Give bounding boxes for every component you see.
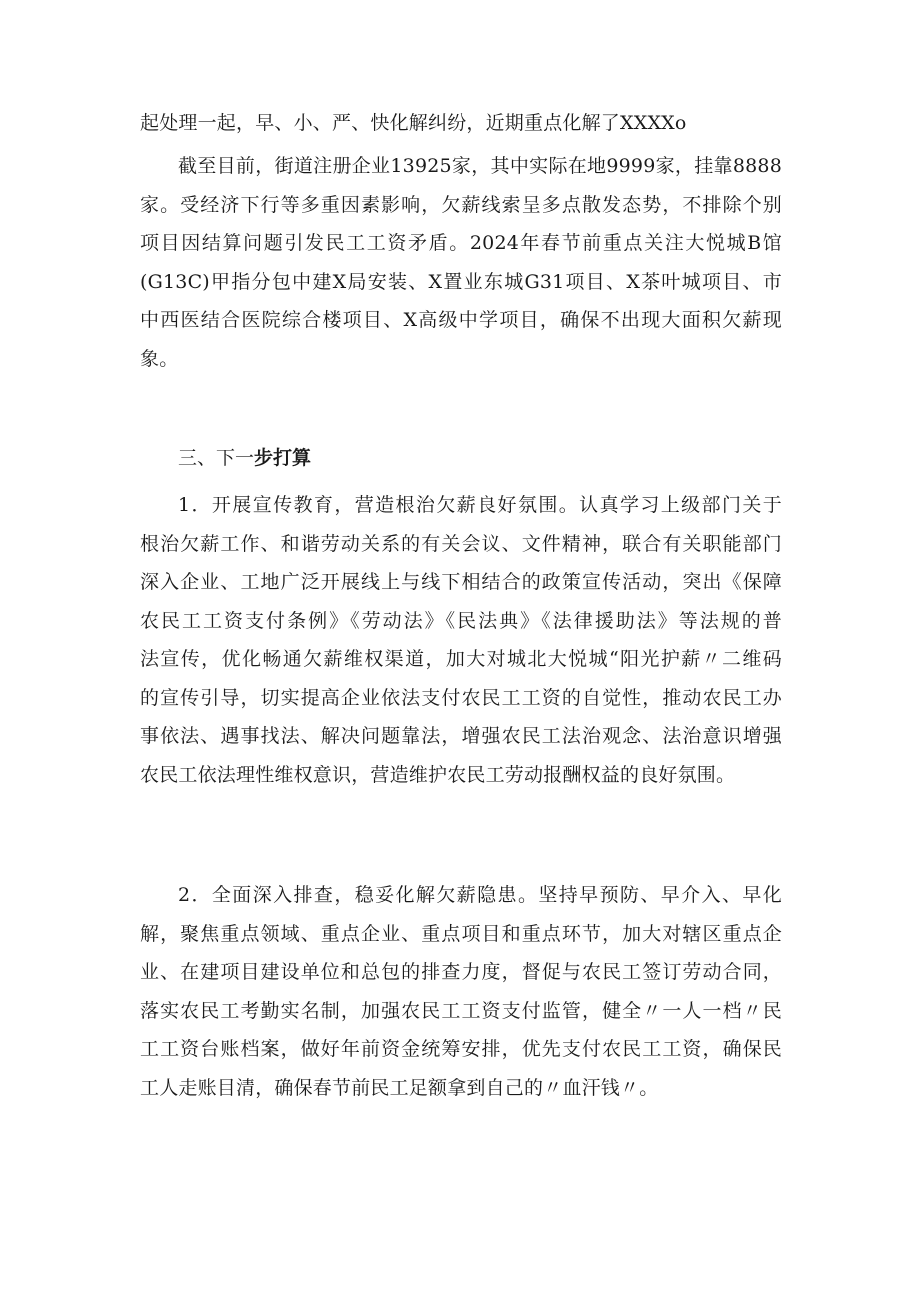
text-line: 根治欠薪工作、和谐劳动关系的有关会议、文件精神，联合有关职能部门: [140, 532, 782, 555]
text-line: 农民工依法理性维权意识，营造维护农民工劳动报酬权益的良好氛围。: [140, 763, 736, 786]
text-line: 农民工工资支付条例》《劳动法》《民法典》《法律援助法》等法规的普: [140, 609, 782, 632]
text-line: 2．全面深入排查，稳妥化解欠薪隐患。坚持早预防、早介入、早化: [178, 884, 782, 906]
paragraph-continuation: [140, 104, 782, 143]
paragraph-publicity: [140, 486, 782, 794]
text-line: 家。受经济下行等多重因素影响，欠薪线索呈多点散发态势，不排除个别: [140, 193, 782, 216]
text-line: 工人走账目清，确保春节前民工足额拿到自己的〃血汗钱〃。: [140, 1076, 659, 1099]
text-line: 1．开展宣传教育，营造根治欠薪良好氛围。认真学习上级部门关于: [178, 494, 782, 516]
text-line: 法宣传，优化畅通欠薪维权渠道，加大对城北大悦城“阳光护薪〃二维码: [140, 648, 782, 670]
text-line: 中西医结合医院综合楼项目、X高级中学项目，确保不出现大面积欠薪现: [140, 309, 782, 331]
paragraph-inspection: [140, 876, 782, 1107]
section-heading: [178, 439, 311, 478]
text-line: 解，聚焦重点领域、重点企业、重点项目和重点环节，加大对辖区重点企: [140, 922, 782, 945]
text-line: 起处理一起，早、小、严、快化解纠纷，近期重点化解了XXXXo: [140, 112, 687, 134]
heading-prefix: 三、下一: [178, 447, 255, 469]
heading-bold: 步打算: [254, 447, 312, 469]
text-line: 象。: [140, 347, 179, 370]
text-line: 的宣传引导，切实提高企业依法支付农民工工资的自觉性，推动农民工办: [140, 686, 782, 709]
text-line: 截至目前，街道注册企业13925家，其中实际在地9999家，挂靠8888: [178, 155, 782, 177]
text-line: (G13C)甲指分包中建X局安装、X置业东城G31项目、X茶叶城项目、市: [140, 270, 782, 293]
text-line: 项目因结算问题引发民工工资矛盾。2024年春节前重点关注大悦城B馆: [140, 232, 782, 254]
text-line: 落实农民工考勤实名制，加强农民工工资支付监管，健全〃一人一档〃民: [140, 999, 782, 1022]
text-line: 业、在建项目建设单位和总包的排查力度，督促与农民工签订劳动合同，: [140, 961, 782, 983]
paragraph-enterprise-stats: [140, 147, 782, 378]
text-line: 工工资台账档案，做好年前资金统筹安排，优先支付农民工工资，确保民: [140, 1038, 782, 1060]
text-line: 事依法、遇事找法、解决问题靠法，增强农民工法治观念、法治意识增强: [140, 725, 782, 747]
text-line: 深入企业、工地广泛开展线上与线下相结合的政策宣传活动，突出《保障: [140, 571, 782, 593]
